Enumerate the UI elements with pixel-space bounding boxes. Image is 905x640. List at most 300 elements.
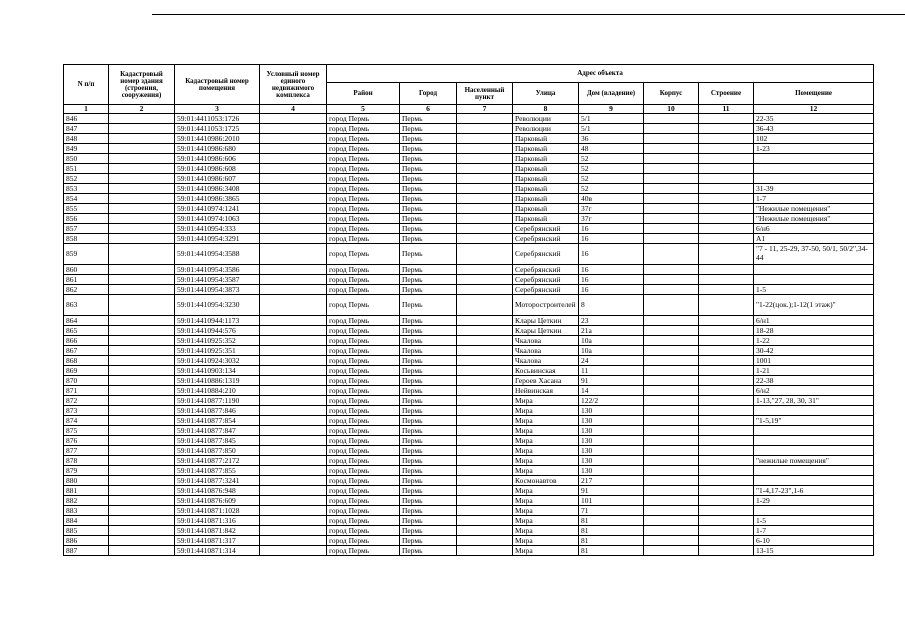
cell-house: 16	[579, 224, 644, 234]
cell-settlement	[457, 144, 513, 154]
cell-street: Парковый	[513, 154, 579, 164]
cell-korpus	[644, 356, 699, 366]
cell-stroenie	[699, 536, 754, 546]
cell-settlement	[457, 124, 513, 134]
cell-house: 217	[579, 476, 644, 486]
cell-complex-number	[260, 124, 327, 134]
cell-stroenie	[699, 436, 754, 446]
cell-building-cadastral	[109, 174, 175, 184]
table-row	[64, 244, 874, 265]
cell-district: город Пермь	[327, 295, 400, 316]
cell-district: город Пермь	[327, 456, 400, 466]
cell-street: Мира	[513, 426, 579, 436]
cell-complex-number	[260, 134, 327, 144]
cell-korpus	[644, 265, 699, 275]
cell-korpus	[644, 376, 699, 386]
cell-number: 860	[64, 265, 109, 275]
cell-city: Пермь	[400, 386, 457, 396]
cell-number: 848	[64, 134, 109, 144]
cell-building-cadastral	[109, 486, 175, 496]
cell-pomeshchenie: 1-13,"27, 28, 30, 31"	[754, 396, 874, 406]
cell-stroenie	[699, 376, 754, 386]
cell-building-cadastral	[109, 466, 175, 476]
cell-pomeshchenie: "1-5,19"	[754, 416, 874, 426]
cell-korpus	[644, 194, 699, 204]
cell-city: Пермь	[400, 396, 457, 406]
header-address: Адрес объекта	[327, 65, 874, 83]
cell-district: город Пермь	[327, 234, 400, 244]
cell-city: Пермь	[400, 285, 457, 295]
table-row	[64, 124, 874, 134]
table-row	[64, 456, 874, 466]
cell-district: город Пермь	[327, 336, 400, 346]
cell-building-cadastral	[109, 134, 175, 144]
cell-house: 48	[579, 144, 644, 154]
cell-complex-number	[260, 275, 327, 285]
cell-settlement	[457, 326, 513, 336]
cell-house: 16	[579, 265, 644, 275]
cell-street: Парковый	[513, 204, 579, 214]
cell-city: Пермь	[400, 326, 457, 336]
cell-city: Пермь	[400, 295, 457, 316]
table-row	[64, 144, 874, 154]
cell-korpus	[644, 446, 699, 456]
cell-city: Пермь	[400, 204, 457, 214]
cell-settlement	[457, 366, 513, 376]
column-number: 8	[513, 105, 579, 114]
cell-korpus	[644, 436, 699, 446]
cell-city: Пермь	[400, 376, 457, 386]
cell-pomeshchenie	[754, 476, 874, 486]
table-row	[64, 184, 874, 194]
cell-stroenie	[699, 114, 754, 124]
cell-building-cadastral	[109, 506, 175, 516]
cell-room-cadastral: 59:01:4410877:1190	[175, 396, 260, 406]
cell-street: Революции	[513, 124, 579, 134]
cell-settlement	[457, 406, 513, 416]
cell-korpus	[644, 134, 699, 144]
cell-city: Пермь	[400, 356, 457, 366]
cell-pomeshchenie: "Нежилые помещения"	[754, 204, 874, 214]
table-row	[64, 376, 874, 386]
cell-house: 11	[579, 366, 644, 376]
cell-city: Пермь	[400, 446, 457, 456]
column-number: 5	[327, 105, 400, 114]
header-building-cadastral: Кадастровый номер здания (строения, сооружения)	[109, 65, 175, 105]
cell-korpus	[644, 416, 699, 426]
cell-street: Мира	[513, 536, 579, 546]
cell-pomeshchenie: 6/н2	[754, 386, 874, 396]
cell-room-cadastral: 59:01:4410877:2172	[175, 456, 260, 466]
table-row	[64, 275, 874, 285]
cell-settlement	[457, 184, 513, 194]
cell-number: 853	[64, 184, 109, 194]
cell-district: город Пермь	[327, 516, 400, 526]
cell-city: Пермь	[400, 546, 457, 556]
cell-complex-number	[260, 144, 327, 154]
cell-room-cadastral: 59:01:4410954:3230	[175, 295, 260, 316]
cell-building-cadastral	[109, 376, 175, 386]
cell-room-cadastral: 59:01:4410925:351	[175, 346, 260, 356]
cell-house: 40в	[579, 194, 644, 204]
cell-korpus	[644, 456, 699, 466]
cell-settlement	[457, 285, 513, 295]
cell-settlement	[457, 154, 513, 164]
cell-number: 868	[64, 356, 109, 366]
table-row	[64, 386, 874, 396]
cell-stroenie	[699, 526, 754, 536]
cell-building-cadastral	[109, 366, 175, 376]
cell-building-cadastral	[109, 546, 175, 556]
cell-district: город Пермь	[327, 144, 400, 154]
cell-complex-number	[260, 265, 327, 275]
cell-stroenie	[699, 366, 754, 376]
cell-district: город Пермь	[327, 496, 400, 506]
cell-house: 81	[579, 526, 644, 536]
table-row	[64, 114, 874, 124]
cell-complex-number	[260, 356, 327, 366]
cell-street: Революции	[513, 114, 579, 124]
cell-complex-number	[260, 456, 327, 466]
cell-house: 81	[579, 516, 644, 526]
cell-district: город Пермь	[327, 214, 400, 224]
cell-district: город Пермь	[327, 466, 400, 476]
cell-pomeshchenie	[754, 436, 874, 446]
table-row	[64, 336, 874, 346]
cell-street: Мира	[513, 446, 579, 456]
table-row	[64, 546, 874, 556]
cell-settlement	[457, 426, 513, 436]
cell-city: Пермь	[400, 506, 457, 516]
cell-building-cadastral	[109, 326, 175, 336]
cell-korpus	[644, 174, 699, 184]
cell-building-cadastral	[109, 426, 175, 436]
cell-settlement	[457, 466, 513, 476]
cell-building-cadastral	[109, 184, 175, 194]
table-row	[64, 416, 874, 426]
cell-complex-number	[260, 536, 327, 546]
cell-street: Парковый	[513, 184, 579, 194]
cell-number: 851	[64, 164, 109, 174]
cell-pomeshchenie: 1-7	[754, 526, 874, 536]
cell-street: Мира	[513, 496, 579, 506]
cell-stroenie	[699, 184, 754, 194]
cell-korpus	[644, 234, 699, 244]
cell-korpus	[644, 516, 699, 526]
cell-korpus	[644, 285, 699, 295]
cell-settlement	[457, 275, 513, 285]
cell-building-cadastral	[109, 386, 175, 396]
cell-street: Мира	[513, 436, 579, 446]
column-number: 7	[457, 105, 513, 114]
cell-district: город Пермь	[327, 386, 400, 396]
header-room-cadastral: Кадастровый номер помещения	[175, 65, 260, 105]
cell-pomeshchenie: 1001	[754, 356, 874, 366]
cell-number: 879	[64, 466, 109, 476]
cell-house: 71	[579, 506, 644, 516]
cell-room-cadastral: 59:01:4410986:3865	[175, 194, 260, 204]
cell-stroenie	[699, 416, 754, 426]
cell-building-cadastral	[109, 416, 175, 426]
cell-settlement	[457, 416, 513, 426]
cell-pomeshchenie: 30-42	[754, 346, 874, 356]
table-row	[64, 476, 874, 486]
cell-pomeshchenie	[754, 275, 874, 285]
header-city: Город	[400, 83, 457, 105]
cell-number: 887	[64, 546, 109, 556]
cell-room-cadastral: 59:01:4410925:352	[175, 336, 260, 346]
cell-city: Пермь	[400, 466, 457, 476]
cell-district: город Пермь	[327, 316, 400, 326]
cell-pomeshchenie	[754, 426, 874, 436]
cell-street: Мира	[513, 506, 579, 516]
table-row	[64, 326, 874, 336]
cell-complex-number	[260, 396, 327, 406]
cell-number: 863	[64, 295, 109, 316]
cell-room-cadastral: 59:01:4410877:845	[175, 436, 260, 446]
cell-room-cadastral: 59:01:4410924:3032	[175, 356, 260, 366]
cell-room-cadastral: 59:01:4410954:3586	[175, 265, 260, 275]
cell-stroenie	[699, 154, 754, 164]
cell-complex-number	[260, 184, 327, 194]
cell-pomeshchenie	[754, 174, 874, 184]
cell-complex-number	[260, 295, 327, 316]
cell-pomeshchenie: 1-22	[754, 336, 874, 346]
cell-room-cadastral: 59:01:4410954:3587	[175, 275, 260, 285]
cell-building-cadastral	[109, 285, 175, 295]
cell-building-cadastral	[109, 516, 175, 526]
cell-korpus	[644, 496, 699, 506]
cell-number: 869	[64, 366, 109, 376]
cell-room-cadastral: 59:01:4410986:606	[175, 154, 260, 164]
cell-street: Мира	[513, 526, 579, 536]
cell-house: 52	[579, 184, 644, 194]
cell-district: город Пермь	[327, 376, 400, 386]
column-number-row	[64, 105, 874, 114]
cell-stroenie	[699, 174, 754, 184]
cell-stroenie	[699, 346, 754, 356]
cell-korpus	[644, 154, 699, 164]
cell-stroenie	[699, 244, 754, 265]
table-row	[64, 536, 874, 546]
cell-number: 855	[64, 204, 109, 214]
cell-city: Пермь	[400, 214, 457, 224]
cell-street: Парковый	[513, 134, 579, 144]
cell-complex-number	[260, 244, 327, 265]
cell-pomeshchenie: 1-5	[754, 516, 874, 526]
cell-settlement	[457, 164, 513, 174]
cell-complex-number	[260, 416, 327, 426]
table-row	[64, 204, 874, 214]
cell-house: 52	[579, 154, 644, 164]
table-row	[64, 356, 874, 366]
cell-number: 862	[64, 285, 109, 295]
cell-settlement	[457, 295, 513, 316]
cell-room-cadastral: 59:01:4410871:842	[175, 526, 260, 536]
cell-pomeshchenie: 1-29	[754, 496, 874, 506]
cell-stroenie	[699, 275, 754, 285]
cell-city: Пермь	[400, 336, 457, 346]
cell-building-cadastral	[109, 356, 175, 366]
cell-complex-number	[260, 224, 327, 234]
cell-house: 122/2	[579, 396, 644, 406]
cell-settlement	[457, 446, 513, 456]
cell-settlement	[457, 386, 513, 396]
cell-korpus	[644, 526, 699, 536]
cell-settlement	[457, 376, 513, 386]
cell-district: город Пермь	[327, 446, 400, 456]
header-n: N п/п	[64, 65, 109, 105]
cell-street: Чкалова	[513, 356, 579, 366]
cell-pomeshchenie: 1-21	[754, 366, 874, 376]
cell-district: город Пермь	[327, 546, 400, 556]
cell-building-cadastral	[109, 295, 175, 316]
cell-complex-number	[260, 376, 327, 386]
table-row	[64, 285, 874, 295]
cell-stroenie	[699, 386, 754, 396]
cell-street: Мира	[513, 546, 579, 556]
cell-pomeshchenie: "нежилые помещения"	[754, 456, 874, 466]
table-row	[64, 466, 874, 476]
cell-number: 883	[64, 506, 109, 516]
cell-settlement	[457, 476, 513, 486]
cell-stroenie	[699, 124, 754, 134]
cell-building-cadastral	[109, 114, 175, 124]
table-row	[64, 224, 874, 234]
cell-street: Клары Цеткин	[513, 326, 579, 336]
cell-complex-number	[260, 285, 327, 295]
column-number: 12	[754, 105, 874, 114]
cell-pomeshchenie: 1-5	[754, 285, 874, 295]
cell-district: город Пермь	[327, 224, 400, 234]
cell-city: Пермь	[400, 164, 457, 174]
column-number: 3	[175, 105, 260, 114]
cell-street: Парковый	[513, 174, 579, 184]
cell-district: город Пермь	[327, 174, 400, 184]
cell-settlement	[457, 194, 513, 204]
cell-complex-number	[260, 426, 327, 436]
cell-room-cadastral: 59:01:4410871:316	[175, 516, 260, 526]
cell-korpus	[644, 476, 699, 486]
column-number: 9	[579, 105, 644, 114]
cell-stroenie	[699, 164, 754, 174]
cell-building-cadastral	[109, 275, 175, 285]
cell-pomeshchenie: "7 - 11, 25-29, 37-50, 50/1, 50/2",34-44	[754, 244, 874, 265]
cell-district: город Пермь	[327, 416, 400, 426]
cell-settlement	[457, 234, 513, 244]
column-number: 1	[64, 105, 109, 114]
cell-number: 871	[64, 386, 109, 396]
cell-building-cadastral	[109, 476, 175, 486]
cell-house: 16	[579, 244, 644, 265]
cell-city: Пермь	[400, 275, 457, 285]
cell-pomeshchenie: 22-38	[754, 376, 874, 386]
cell-city: Пермь	[400, 456, 457, 466]
cell-korpus	[644, 164, 699, 174]
cell-district: город Пермь	[327, 114, 400, 124]
cell-city: Пермь	[400, 184, 457, 194]
cell-city: Пермь	[400, 234, 457, 244]
cell-stroenie	[699, 326, 754, 336]
table-row	[64, 396, 874, 406]
cell-street: Космонавтов	[513, 476, 579, 486]
cell-number: 859	[64, 244, 109, 265]
cell-complex-number	[260, 154, 327, 164]
cell-house: 52	[579, 164, 644, 174]
cell-stroenie	[699, 396, 754, 406]
column-number: 11	[699, 105, 754, 114]
cell-pomeshchenie	[754, 446, 874, 456]
cell-district: город Пермь	[327, 265, 400, 275]
cell-room-cadastral: 59:01:4410986:608	[175, 164, 260, 174]
cell-building-cadastral	[109, 536, 175, 546]
cell-room-cadastral: 59:01:4410877:847	[175, 426, 260, 436]
cell-district: город Пермь	[327, 285, 400, 295]
cell-pomeshchenie: "1-4,17-23",1-6	[754, 486, 874, 496]
cell-stroenie	[699, 295, 754, 316]
cell-korpus	[644, 244, 699, 265]
cell-complex-number	[260, 526, 327, 536]
cell-complex-number	[260, 436, 327, 446]
cell-room-cadastral: 59:01:4410877:854	[175, 416, 260, 426]
cell-house: 81	[579, 546, 644, 556]
cell-district: город Пермь	[327, 194, 400, 204]
cell-number: 875	[64, 426, 109, 436]
cell-korpus	[644, 326, 699, 336]
cell-street: Героев Хасана	[513, 376, 579, 386]
cell-room-cadastral: 59:01:4410944:1173	[175, 316, 260, 326]
cell-house: 130	[579, 406, 644, 416]
cell-room-cadastral: 59:01:4411053:1725	[175, 124, 260, 134]
cell-street: Мира	[513, 486, 579, 496]
cell-room-cadastral: 59:01:4410871:314	[175, 546, 260, 556]
table-row	[64, 436, 874, 446]
cell-room-cadastral: 59:01:4410877:855	[175, 466, 260, 476]
cell-settlement	[457, 336, 513, 346]
cell-district: город Пермь	[327, 164, 400, 174]
cell-house: 16	[579, 234, 644, 244]
cell-city: Пермь	[400, 244, 457, 265]
cell-stroenie	[699, 506, 754, 516]
cell-stroenie	[699, 234, 754, 244]
cell-stroenie	[699, 214, 754, 224]
cell-number: 849	[64, 144, 109, 154]
cell-complex-number	[260, 336, 327, 346]
cell-room-cadastral: 59:01:4410871:317	[175, 536, 260, 546]
cell-house: 101	[579, 496, 644, 506]
cell-number: 857	[64, 224, 109, 234]
cell-street: Мира	[513, 416, 579, 426]
cell-korpus	[644, 204, 699, 214]
cell-korpus	[644, 336, 699, 346]
cell-district: город Пермь	[327, 326, 400, 336]
table-row	[64, 486, 874, 496]
cell-korpus	[644, 396, 699, 406]
header-korpus: Корпус	[644, 83, 699, 105]
cell-house: 37г	[579, 214, 644, 224]
table-row	[64, 234, 874, 244]
cell-number: 870	[64, 376, 109, 386]
cell-street: Серебрянский	[513, 275, 579, 285]
cell-settlement	[457, 265, 513, 275]
cell-settlement	[457, 114, 513, 124]
table-body	[64, 114, 874, 556]
cell-stroenie	[699, 496, 754, 506]
cell-complex-number	[260, 326, 327, 336]
cell-pomeshchenie: 102	[754, 134, 874, 144]
cell-complex-number	[260, 546, 327, 556]
cell-number: 864	[64, 316, 109, 326]
